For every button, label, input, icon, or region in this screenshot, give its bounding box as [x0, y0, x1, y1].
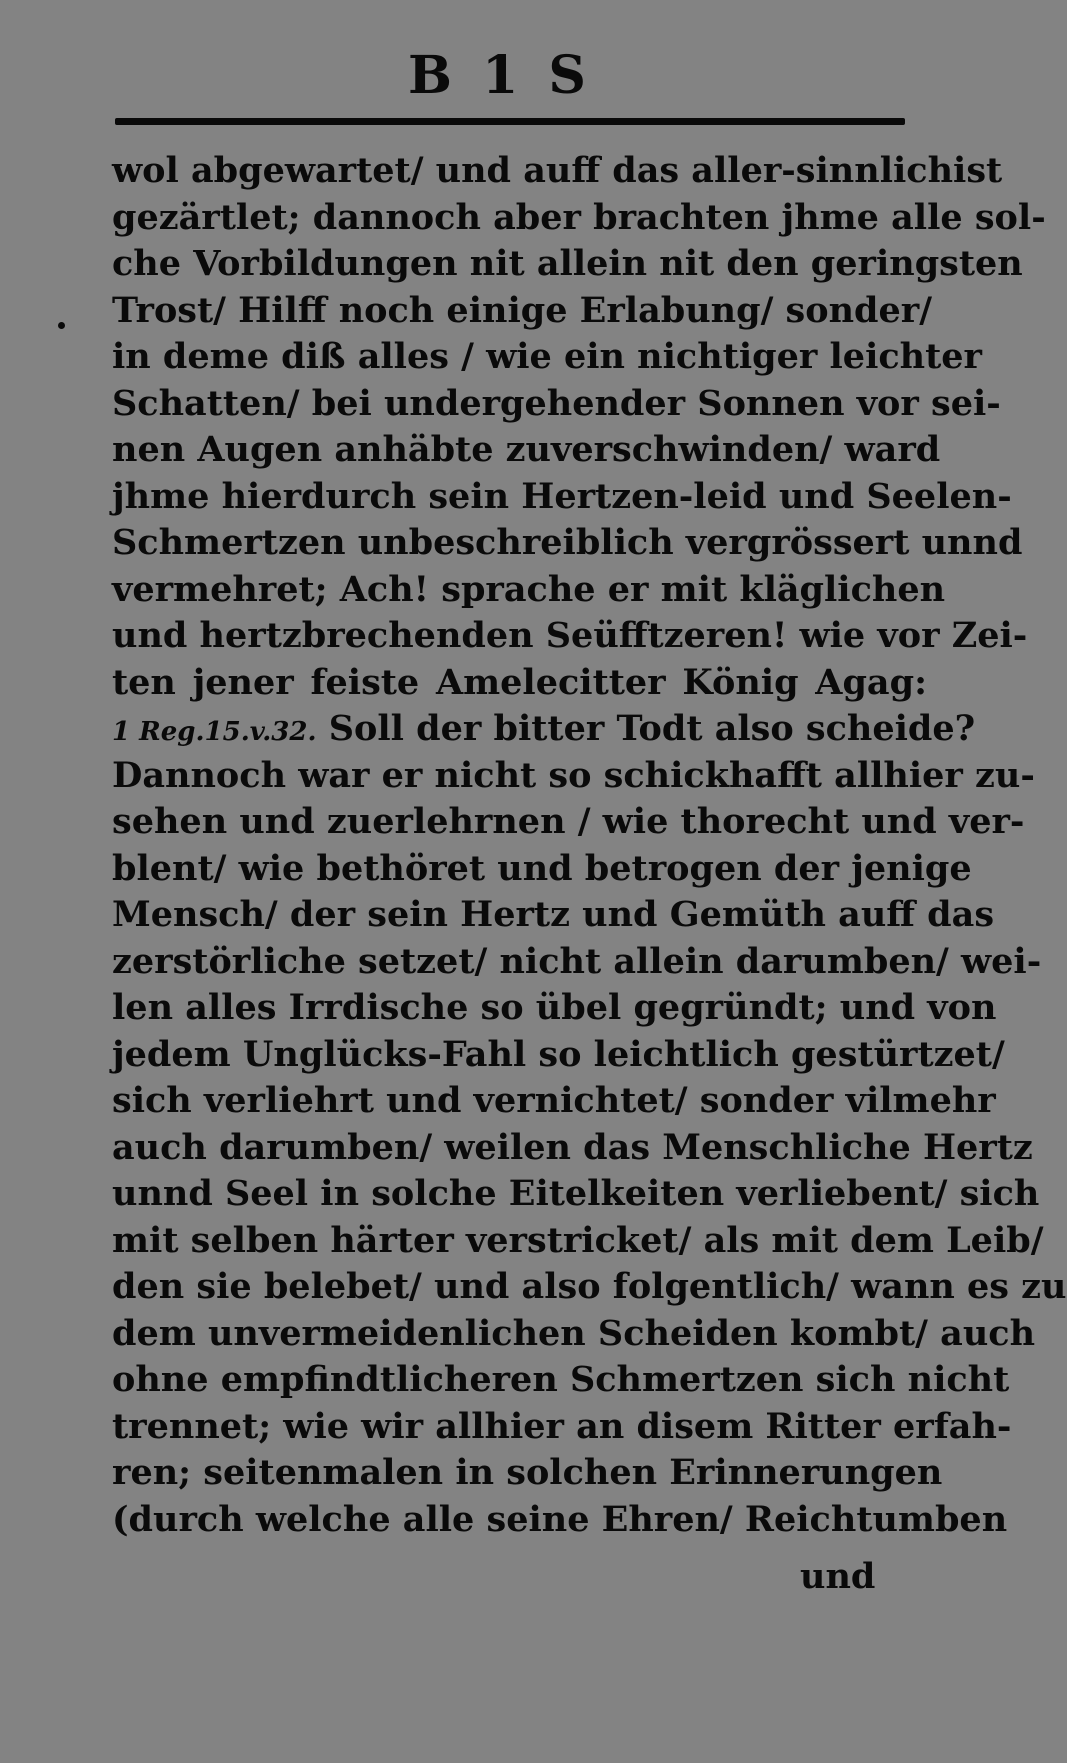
text-line: che Vorbildungen nit allein nit den geringsten [112, 243, 1023, 284]
text-line: und hertzbrechenden Seüfftzeren! wie vor Zei- [112, 615, 1028, 656]
text-line: auch darumben/ weilen das Menschliche Hertz [112, 1126, 1033, 1168]
text-line: Schatten/ bei undergehender Sonnen vor sei- [112, 382, 1001, 424]
text-line: trennet; wie wir allhier an disem Ritter erfah- [112, 1405, 1012, 1447]
page-signature: B 1 S [408, 45, 592, 106]
text-line: ten jener feiste Amelecitter König Agag: [112, 661, 927, 703]
text-line: jhme hierdurch sein Hertzen-leid und Seelen- [112, 475, 1012, 517]
text-line: dem unvermeidenlichen Scheiden kombt/ auch [112, 1312, 1036, 1354]
text-line: Mensch/ der sein Hertz und Gemüth auff das [112, 894, 995, 935]
text-line: blent/ wie bethöret und betrogen der jenige [112, 847, 972, 889]
text-line: zerstörliche setzet/ nicht allein darumben/ wei- [112, 940, 1042, 982]
margin-mark [58, 322, 65, 329]
text-line: nen Augen anhäbte zuverschwinden/ ward [112, 429, 941, 470]
text-line: mit selben härter verstricket/ als mit dem Leib/ [112, 1219, 1044, 1261]
text-line: vermehret; Ach! sprache er mit kläglichen [112, 568, 946, 610]
text-line: ren; seitenmalen in solchen Erinnerungen [112, 1452, 943, 1493]
text-line: len alles Irrdische so übel gegründt; und von [112, 987, 997, 1028]
catchword: und [800, 1556, 876, 1597]
text-line: sich verliehrt und vernichtet/ sonder vilmehr [112, 1080, 996, 1121]
text-line: wol abgewartet/ und auff das aller-sinnlichist [112, 150, 1003, 191]
text-line: unnd Seel in solche Eitelkeiten verliebent/ sich [112, 1173, 1040, 1214]
bible-reference: 1 Reg.15.v.32. [112, 717, 317, 747]
text-line: (durch welche alle seine Ehren/ Reichtumben [112, 1498, 1008, 1540]
header-rule [115, 118, 905, 125]
text-line: jedem Unglücks-Fahl so leichtlich gestürtzet/ [112, 1033, 1005, 1075]
text-line: in deme diß alles / wie ein nichtiger leichter [112, 336, 982, 377]
text-line: Schmertzen unbeschreiblich vergrössert unnd [112, 522, 1023, 563]
text-line-with-reference [112, 706, 976, 753]
text-line: ohne empfindtlicheren Schmertzen sich nicht [112, 1359, 1010, 1400]
text-line: Soll der bitter Todt also scheide? [328, 708, 976, 749]
text-line: gezärtlet; dannoch aber brachten jhme alle sol- [112, 196, 1046, 238]
text-line: Trost/ Hilff noch einige Erlabung/ sonder/ [112, 289, 933, 331]
text-line: sehen und zuerlehrnen / wie thorecht und ver- [112, 801, 1025, 842]
text-line: den sie belebet/ und also folgentlich/ wann es zu [112, 1266, 1067, 1307]
body-text [112, 148, 1067, 1543]
text-line: Dannoch war er nicht so schickhafft allhier zu- [112, 754, 1035, 796]
